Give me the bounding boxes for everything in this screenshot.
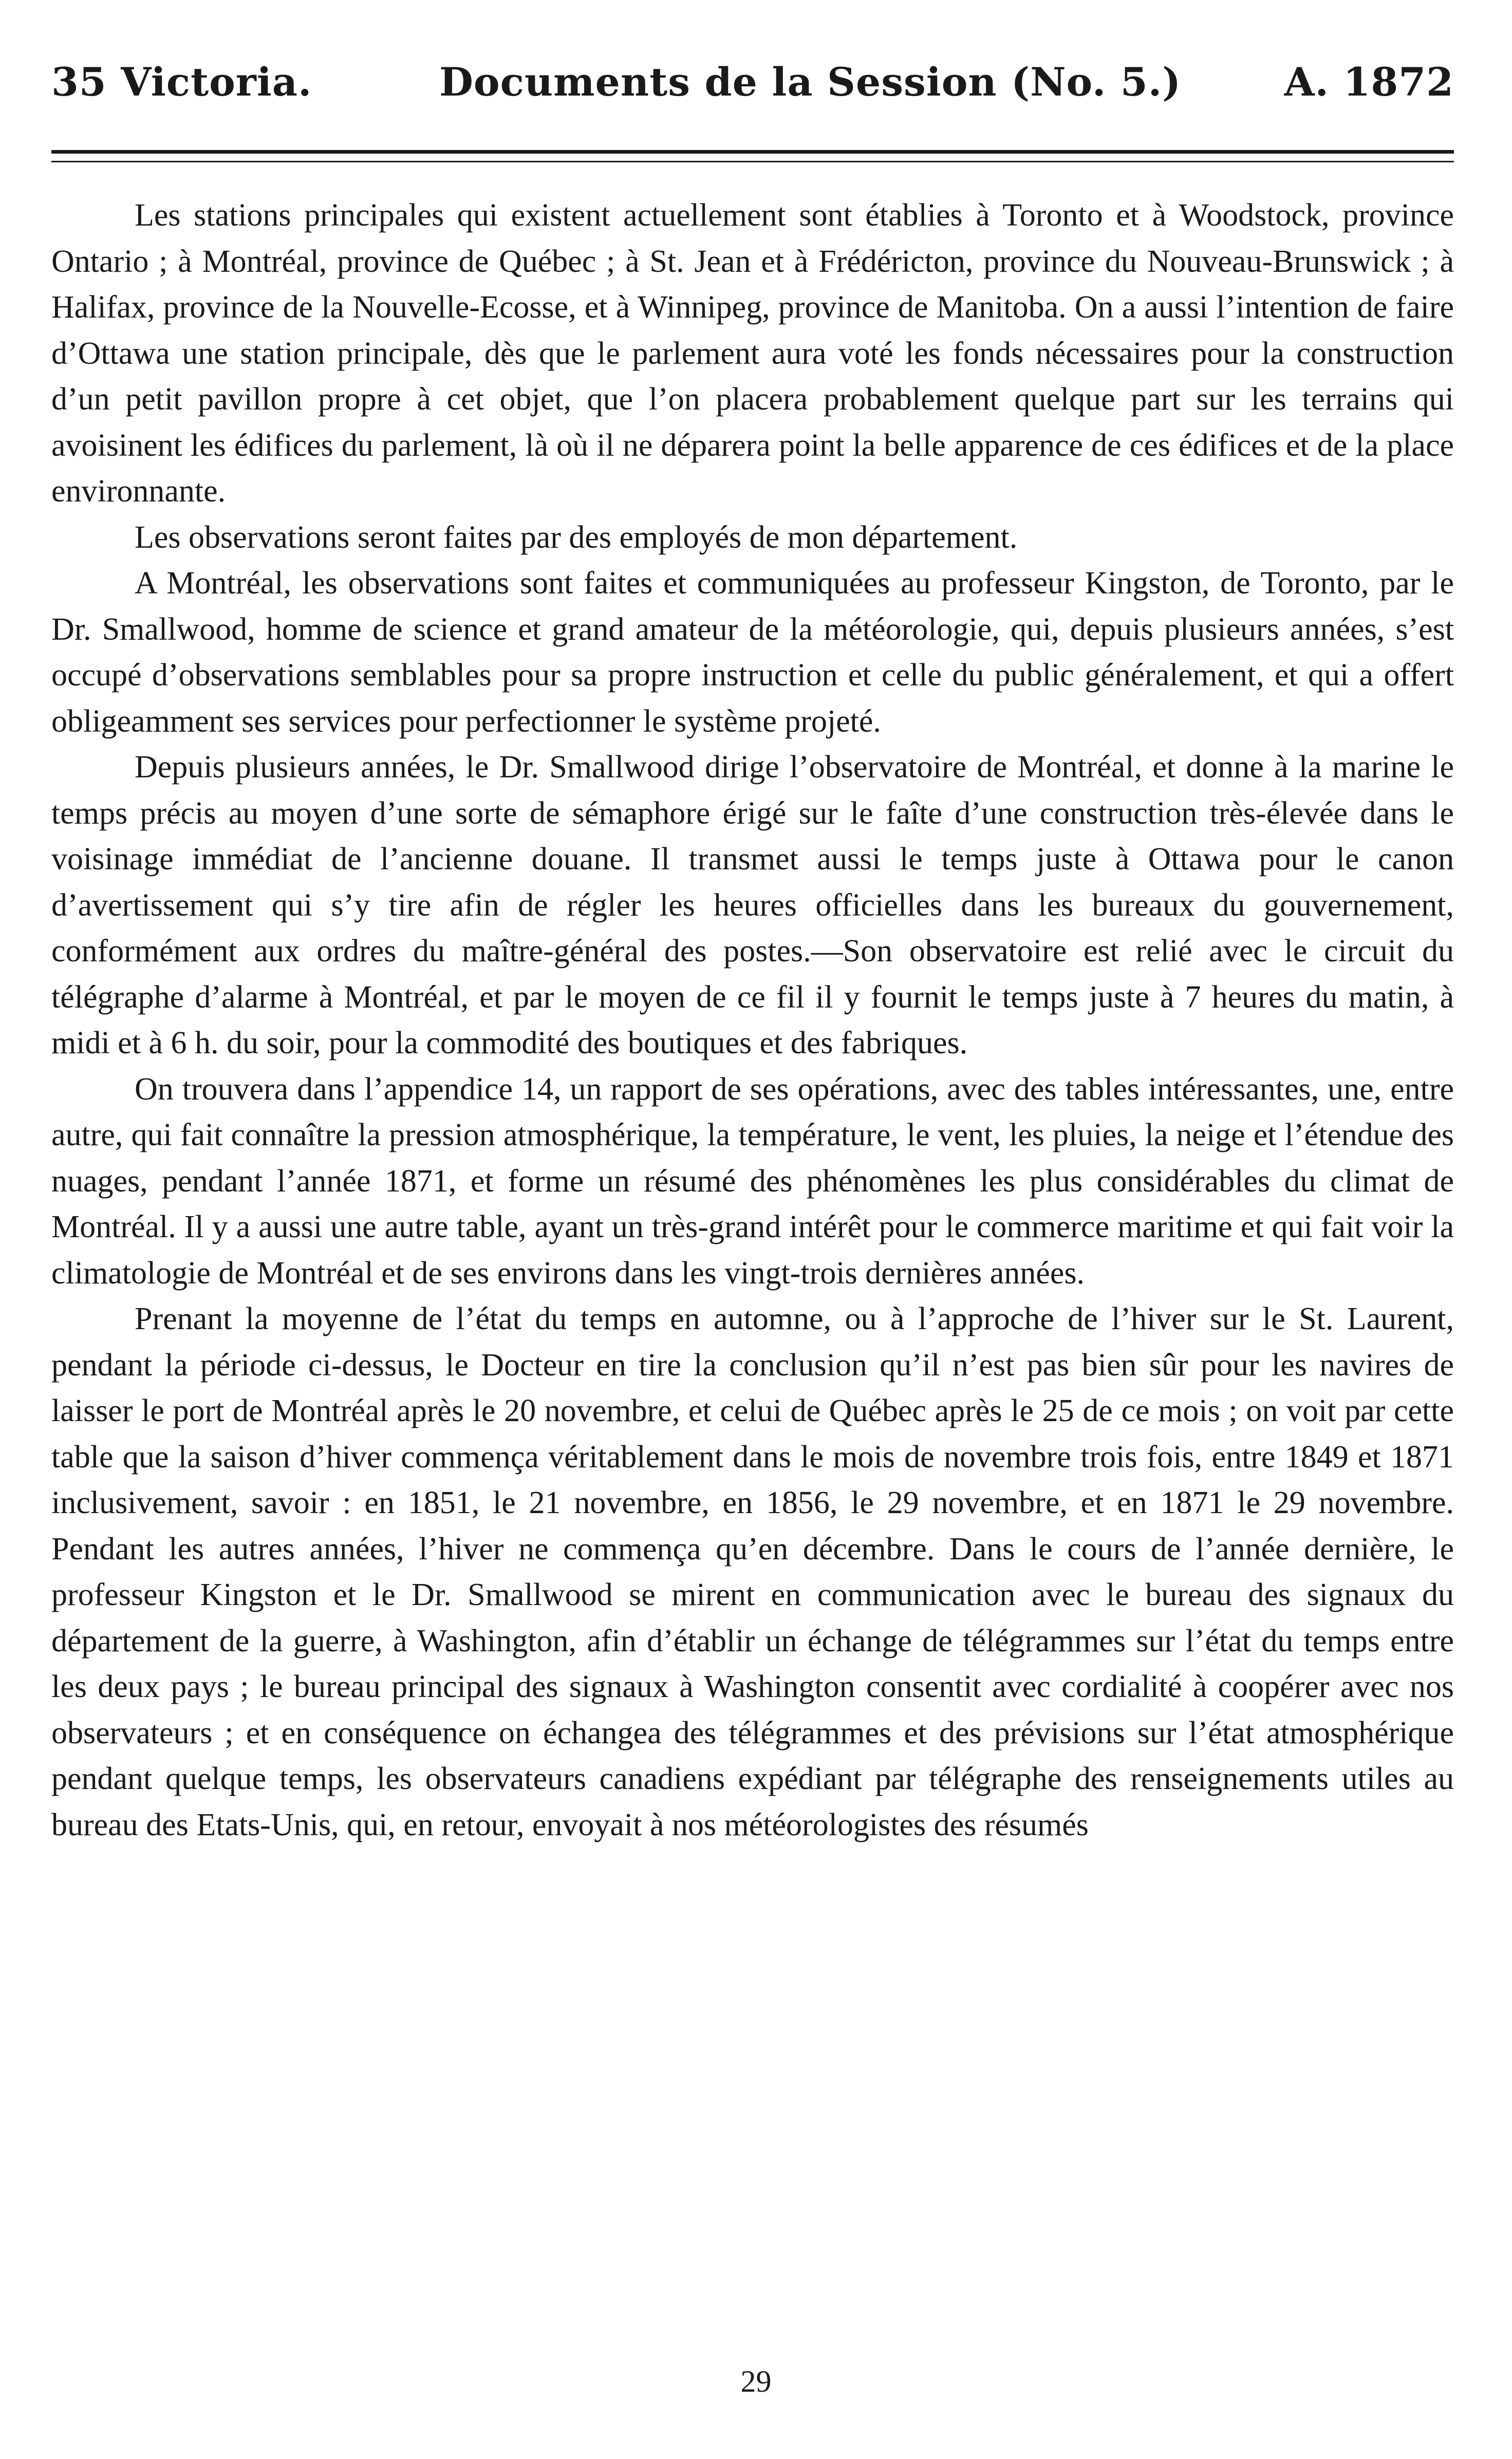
body-text: [51, 193, 1454, 1848]
header-year: A. 1872: [1284, 59, 1454, 105]
header-volume: 35 Victoria.: [51, 59, 312, 105]
header-rule-thin: [51, 161, 1454, 162]
paragraph-employees: Les observations seront faites par des employés de mon département.: [135, 519, 1018, 555]
paragraph-observatory: Depuis plusieurs années, le Dr. Smallwood dirige l’observatoire de Montréal, et donne à la marine le temps précis au moyen d’une sorte de sémaphore érigé sur le faîte d’une construction très-élevée dans le voisinage immédiat de l’ancienne douane. Il transmet aussi le temps juste à Ottawa pour le canon d’avertissement qui s’y tire afin de régler les heures officielles dans les bureaux du gouvernement, conformément aux ordres du maître-général des postes.—Son observatoire est relié avec le circuit du télégraphe d’alarme à Montréal, et par le moyen de ce fil il y fournit le temps juste à 7 heures du matin, à midi et à 6 h. du soir, pour la commodité des boutiques et des fabriques.: [51, 750, 1454, 1060]
header-title: Documents de la Session (No. 5.): [439, 59, 1182, 105]
paragraph-stations: Les stations principales qui existent actuellement sont établies à Toronto et à Woodstock, province Ontario ; à Montréal, province de Québec ; à St. Jean et à Frédéricton, province du Nouveau-Brunswick ; à Halifax, province de la Nouvelle-Ecosse, et à Winnipeg, province de Manitoba. On a aussi l’intention de faire d’Ottawa une station principale, dès que le parlement aura voté les fonds nécessaires pour la construction d’un petit pavillon propre à cet objet, que l’on placera probablement quelque part sur les terrains qui avoisinent les édifices du parlement, là où il ne déparera point la belle apparence de ces édifices et de la place environnante.: [51, 198, 1454, 509]
header-rule-thick: [51, 150, 1454, 154]
paragraph-appendix: On trouvera dans l’appendice 14, un rapport de ses opérations, avec des tables intéressantes, une, entre autre, qui fait connaître la pression atmosphérique, la température, le vent, les pluies, la neige et l’étendue des nuages, pendant l’année 1871, et forme un résumé des phénomènes les plus considérables du climat de Montréal. Il y a aussi une autre table, ayant un très-grand intérêt pour le commerce maritime et qui fait voir la climatologie de Montréal et de ses environs dans les vingt-trois dernières années.: [51, 1071, 1454, 1291]
paragraph-winter: Prenant la moyenne de l’état du temps en automne, ou à l’approche de l’hiver sur le St. Laurent, pendant la période ci-dessus, le Docteur en tire la conclusion qu’il n’est pas bien sûr pour les navires de laisser le port de Montréal après le 20 novembre, et celui de Québec après le 25 de ce mois ; on voit par cette table que la saison d’hiver commença véritablement dans le mois de novembre trois fois, entre 1849 et 1871 inclusivement, savoir : en 1851, le 21 novembre, en 1856, le 29 novembre, et en 1871 le 29 novembre. Pendant les autres années, l’hiver ne commença qu’en décembre. Dans le cours de l’année dernière, le professeur Kingston et le Dr. Smallwood se mirent en communication avec le bureau des signaux du département de la guerre, à Washington, afin d’établir un échange de télégrammes sur l’état du temps entre les deux pays ; le bureau principal des signaux à Washington consentit avec cordialité à coopérer avec nos observateurs ; et en conséquence on échangea des télégrammes et des prévisions sur l’état atmosphérique pendant quelque temps, les observateurs canadiens expédiant par télégraphe des renseignements utiles au bureau des Etats-Unis, qui, en retour, envoyait à nos météorologistes des résumés: [51, 1301, 1454, 1842]
page-number: 29: [740, 2364, 772, 2398]
paragraph-montreal: A Montréal, les observations sont faites et communiquées au professeur Kingston, de Toronto, par le Dr. Smallwood, homme de science et grand amateur de la météorologie, qui, depuis plusieurs années, s’est occupé d’observations semblables pour sa propre instruction et celle du public généralement, et qui a offert obligeamment ses services pour perfectionner le système projeté.: [51, 566, 1454, 739]
running-header: [51, 49, 1454, 116]
